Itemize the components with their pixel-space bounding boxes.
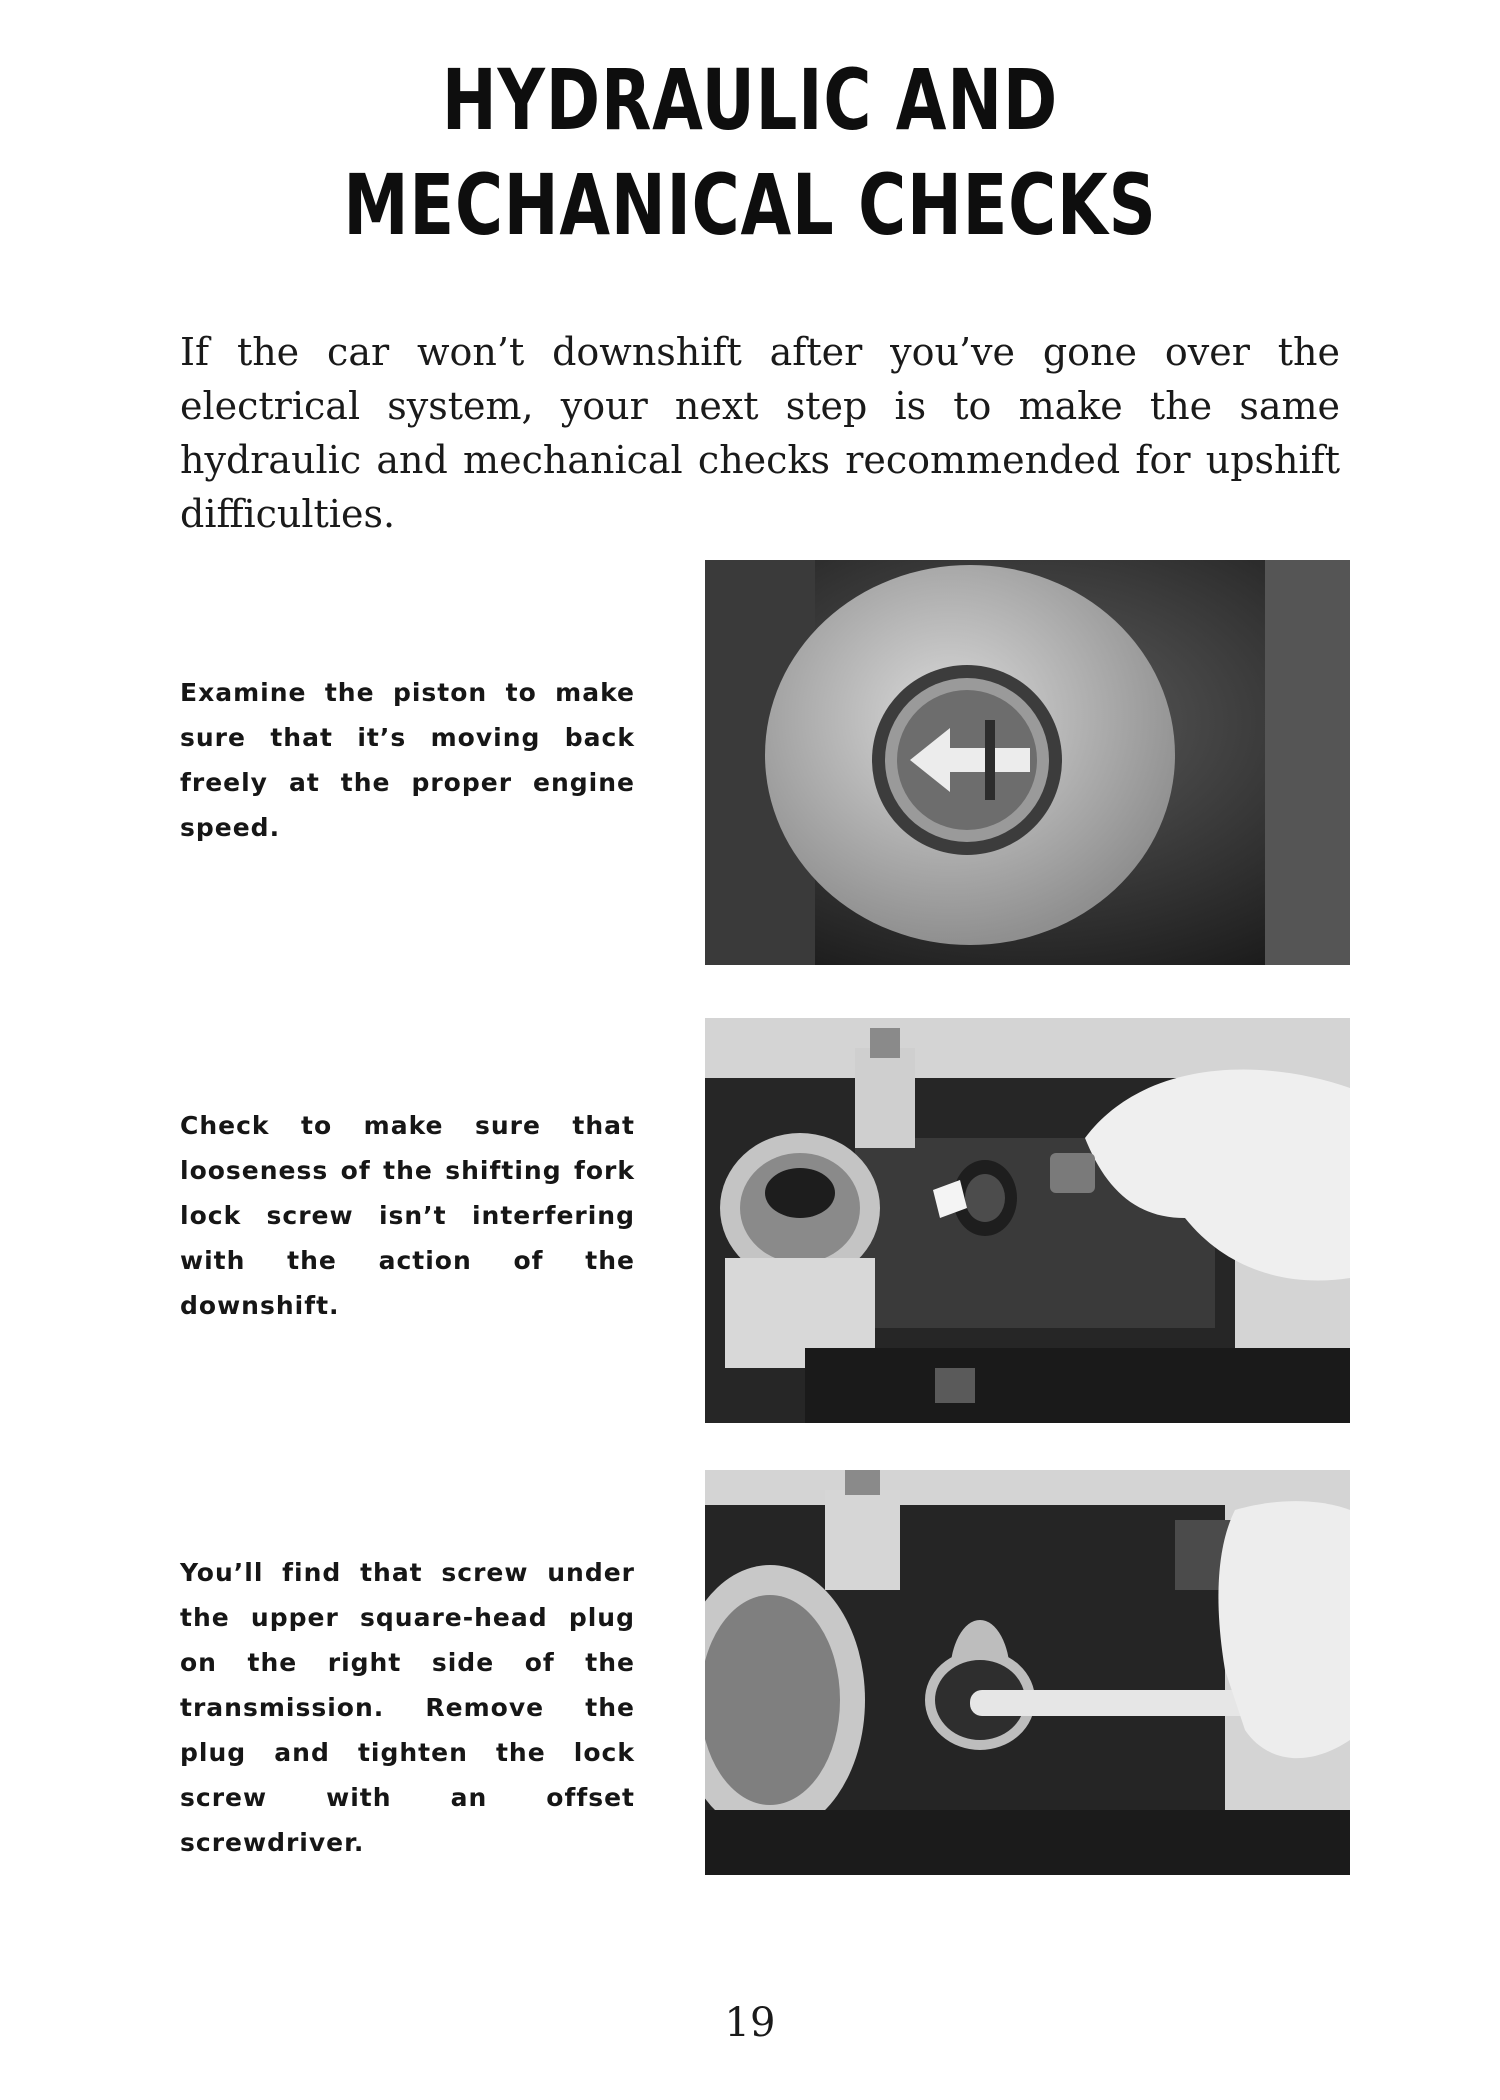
caption-screwdriver: You’ll find that screw under the upper square-head plug on the right side of the transmission. Remove the plug and tighten the lock screw with an offset screwdriver. <box>180 1558 635 1857</box>
photo-screwdriver <box>705 1470 1350 1875</box>
section-screwdriver <box>180 1470 1350 1880</box>
page-number: 19 <box>724 2000 776 2046</box>
screwdriver-photo-illustration <box>705 1470 1350 1875</box>
intro-paragraph: If the car won’t downshift after you’ve gone over the electrical system, your next step is to make the same hydraulic and mechanical checks recommended for upshift difficulties. <box>180 330 1340 536</box>
photo-lock-screw <box>705 1018 1350 1423</box>
piston-photo-illustration <box>705 560 1350 965</box>
caption-lock-screw: Check to make sure that looseness of the shifting fork lock screw isn’t interfering with the action of the downshift. <box>180 1111 635 1320</box>
section-lock-screw <box>180 1018 1350 1428</box>
photo-piston <box>705 560 1350 965</box>
lock-screw-photo-illustration <box>705 1018 1350 1423</box>
section-piston <box>180 560 1350 970</box>
caption-piston: Examine the piston to make sure that it’s moving back freely at the proper engine speed. <box>180 678 635 842</box>
page-title: HYDRAULIC AND MECHANICAL CHECKS <box>343 51 1157 254</box>
